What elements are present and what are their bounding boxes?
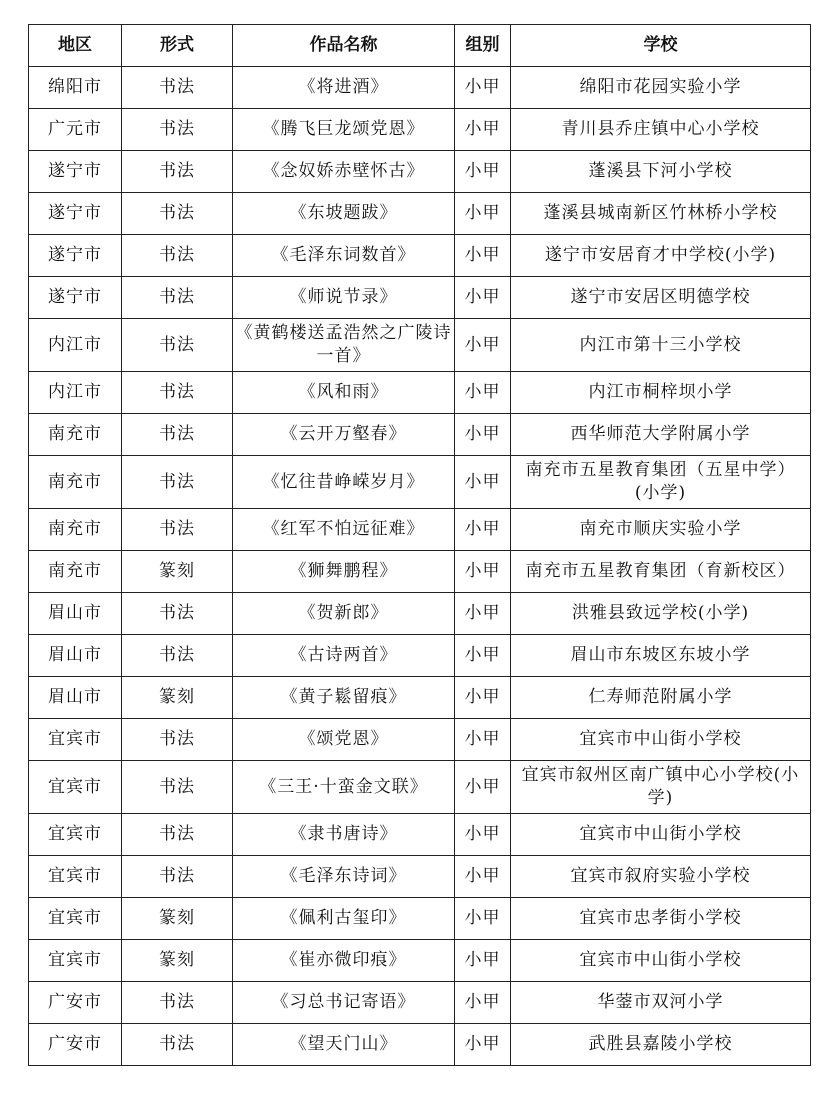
cell-form: 书法 <box>122 277 233 319</box>
cell-title: 《三王·十蛮金文联》 <box>233 761 455 814</box>
cell-region: 内江市 <box>29 372 122 414</box>
cell-form: 书法 <box>122 67 233 109</box>
cell-title: 《腾飞巨龙颂党恩》 <box>233 109 455 151</box>
table-row <box>29 193 811 235</box>
table-row <box>29 814 811 856</box>
cell-group: 小甲 <box>455 319 511 372</box>
cell-form: 书法 <box>122 593 233 635</box>
cell-school: 南充市顺庆实验小学 <box>511 509 811 551</box>
cell-group: 小甲 <box>455 509 511 551</box>
table-row <box>29 151 811 193</box>
cell-group: 小甲 <box>455 814 511 856</box>
table-row <box>29 372 811 414</box>
cell-school: 南充市五星教育集团（育新校区） <box>511 551 811 593</box>
cell-school: 遂宁市安居育才中学校(小学) <box>511 235 811 277</box>
cell-region: 宜宾市 <box>29 898 122 940</box>
table-row <box>29 856 811 898</box>
cell-school: 内江市桐梓坝小学 <box>511 372 811 414</box>
table-row <box>29 109 811 151</box>
cell-title: 《毛泽东诗词》 <box>233 856 455 898</box>
cell-region: 遂宁市 <box>29 235 122 277</box>
header-school: 学校 <box>511 25 811 67</box>
header-group: 组别 <box>455 25 511 67</box>
table-row <box>29 635 811 677</box>
cell-region: 宜宾市 <box>29 856 122 898</box>
cell-region: 南充市 <box>29 551 122 593</box>
cell-group: 小甲 <box>455 593 511 635</box>
cell-school: 遂宁市安居区明德学校 <box>511 277 811 319</box>
cell-form: 书法 <box>122 319 233 372</box>
cell-group: 小甲 <box>455 898 511 940</box>
cell-school: 宜宾市忠孝街小学校 <box>511 898 811 940</box>
header-form: 形式 <box>122 25 233 67</box>
table-row <box>29 235 811 277</box>
award-table <box>28 24 811 1066</box>
cell-school: 华蓥市双河小学 <box>511 982 811 1024</box>
table-row <box>29 761 811 814</box>
cell-region: 眉山市 <box>29 635 122 677</box>
cell-title: 《古诗两首》 <box>233 635 455 677</box>
cell-school: 南充市五星教育集团（五星中学）(小学) <box>511 456 811 509</box>
table-row <box>29 319 811 372</box>
cell-title: 《红军不怕远征难》 <box>233 509 455 551</box>
cell-title: 《毛泽东词数首》 <box>233 235 455 277</box>
cell-region: 内江市 <box>29 319 122 372</box>
cell-title: 《师说节录》 <box>233 277 455 319</box>
cell-title: 《贺新郎》 <box>233 593 455 635</box>
table-row <box>29 1024 811 1066</box>
cell-form: 书法 <box>122 235 233 277</box>
cell-region: 遂宁市 <box>29 193 122 235</box>
cell-school: 内江市第十三小学校 <box>511 319 811 372</box>
cell-region: 眉山市 <box>29 677 122 719</box>
cell-title: 《佩利古玺印》 <box>233 898 455 940</box>
cell-title: 《崔亦微印痕》 <box>233 940 455 982</box>
document-page <box>28 24 810 1066</box>
cell-region: 宜宾市 <box>29 761 122 814</box>
cell-form: 书法 <box>122 814 233 856</box>
cell-form: 篆刻 <box>122 551 233 593</box>
cell-school: 仁寿师范附属小学 <box>511 677 811 719</box>
cell-form: 书法 <box>122 856 233 898</box>
cell-group: 小甲 <box>455 193 511 235</box>
cell-form: 书法 <box>122 509 233 551</box>
cell-form: 书法 <box>122 109 233 151</box>
cell-form: 篆刻 <box>122 940 233 982</box>
cell-title: 《东坡题跋》 <box>233 193 455 235</box>
cell-school: 青川县乔庄镇中心小学校 <box>511 109 811 151</box>
cell-school: 眉山市东坡区东坡小学 <box>511 635 811 677</box>
cell-group: 小甲 <box>455 677 511 719</box>
cell-form: 书法 <box>122 635 233 677</box>
cell-group: 小甲 <box>455 982 511 1024</box>
cell-school: 武胜县嘉陵小学校 <box>511 1024 811 1066</box>
cell-region: 南充市 <box>29 456 122 509</box>
cell-form: 书法 <box>122 982 233 1024</box>
cell-form: 书法 <box>122 719 233 761</box>
cell-school: 宜宾市中山街小学校 <box>511 719 811 761</box>
cell-region: 广安市 <box>29 982 122 1024</box>
cell-form: 篆刻 <box>122 677 233 719</box>
table-row <box>29 509 811 551</box>
cell-region: 宜宾市 <box>29 940 122 982</box>
cell-form: 书法 <box>122 414 233 456</box>
cell-region: 南充市 <box>29 509 122 551</box>
table-row <box>29 67 811 109</box>
table-body <box>29 67 811 1066</box>
table-row <box>29 677 811 719</box>
header-row <box>29 25 811 67</box>
cell-school: 西华师范大学附属小学 <box>511 414 811 456</box>
cell-school: 绵阳市花园实验小学 <box>511 67 811 109</box>
cell-form: 书法 <box>122 193 233 235</box>
cell-school: 宜宾市叙州区南广镇中心小学校(小学) <box>511 761 811 814</box>
cell-group: 小甲 <box>455 1024 511 1066</box>
cell-title: 《狮舞鹏程》 <box>233 551 455 593</box>
cell-school: 宜宾市叙府实验小学校 <box>511 856 811 898</box>
table-row <box>29 456 811 509</box>
cell-school: 宜宾市中山街小学校 <box>511 940 811 982</box>
cell-title: 《黄子鬆留痕》 <box>233 677 455 719</box>
cell-group: 小甲 <box>455 414 511 456</box>
cell-form: 篆刻 <box>122 898 233 940</box>
table-row <box>29 940 811 982</box>
cell-title: 《将进酒》 <box>233 67 455 109</box>
cell-group: 小甲 <box>455 235 511 277</box>
cell-title: 《忆往昔峥嵘岁月》 <box>233 456 455 509</box>
cell-title: 《风和雨》 <box>233 372 455 414</box>
table-row <box>29 719 811 761</box>
cell-title: 《隶书唐诗》 <box>233 814 455 856</box>
cell-form: 书法 <box>122 761 233 814</box>
cell-region: 广安市 <box>29 1024 122 1066</box>
cell-group: 小甲 <box>455 109 511 151</box>
cell-group: 小甲 <box>455 67 511 109</box>
table-header <box>29 25 811 67</box>
cell-form: 书法 <box>122 372 233 414</box>
cell-group: 小甲 <box>455 856 511 898</box>
table-row <box>29 551 811 593</box>
header-title: 作品名称 <box>233 25 455 67</box>
cell-group: 小甲 <box>455 761 511 814</box>
cell-form: 书法 <box>122 456 233 509</box>
cell-group: 小甲 <box>455 551 511 593</box>
cell-region: 眉山市 <box>29 593 122 635</box>
cell-region: 宜宾市 <box>29 814 122 856</box>
cell-title: 《颂党恩》 <box>233 719 455 761</box>
cell-group: 小甲 <box>455 940 511 982</box>
cell-form: 书法 <box>122 151 233 193</box>
cell-region: 南充市 <box>29 414 122 456</box>
cell-title: 《习总书记寄语》 <box>233 982 455 1024</box>
table-row <box>29 277 811 319</box>
cell-group: 小甲 <box>455 372 511 414</box>
cell-title: 《望天门山》 <box>233 1024 455 1066</box>
cell-form: 书法 <box>122 1024 233 1066</box>
cell-school: 蓬溪县城南新区竹林桥小学校 <box>511 193 811 235</box>
table-row <box>29 982 811 1024</box>
cell-group: 小甲 <box>455 277 511 319</box>
cell-group: 小甲 <box>455 719 511 761</box>
cell-group: 小甲 <box>455 635 511 677</box>
table-row <box>29 898 811 940</box>
cell-group: 小甲 <box>455 151 511 193</box>
cell-school: 蓬溪县下河小学校 <box>511 151 811 193</box>
cell-title: 《黄鹤楼送孟浩然之广陵诗一首》 <box>233 319 455 372</box>
cell-region: 绵阳市 <box>29 67 122 109</box>
cell-region: 广元市 <box>29 109 122 151</box>
cell-school: 洪雅县致远学校(小学) <box>511 593 811 635</box>
table-row <box>29 414 811 456</box>
cell-title: 《念奴娇赤壁怀古》 <box>233 151 455 193</box>
table-row <box>29 593 811 635</box>
cell-region: 遂宁市 <box>29 151 122 193</box>
cell-region: 宜宾市 <box>29 719 122 761</box>
cell-school: 宜宾市中山街小学校 <box>511 814 811 856</box>
cell-title: 《云开万壑春》 <box>233 414 455 456</box>
cell-region: 遂宁市 <box>29 277 122 319</box>
cell-group: 小甲 <box>455 456 511 509</box>
header-region: 地区 <box>29 25 122 67</box>
